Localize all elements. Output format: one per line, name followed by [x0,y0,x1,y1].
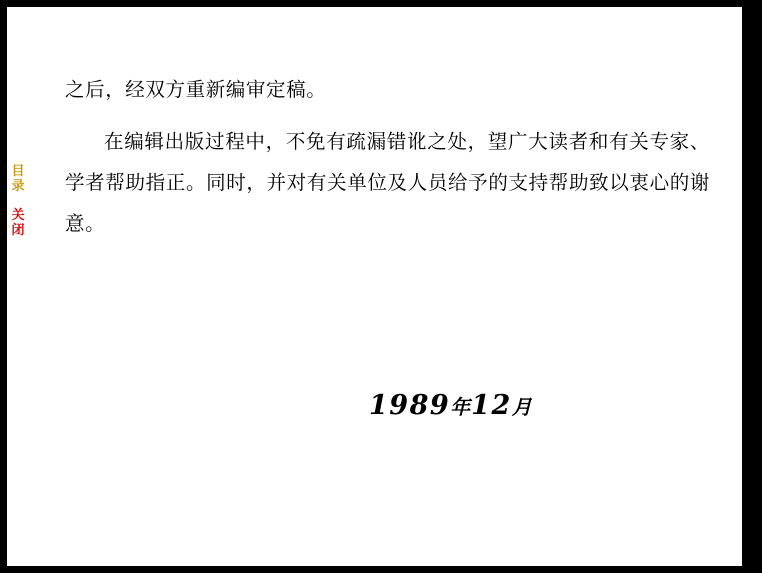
right-margin-strip [744,0,762,573]
page-sheet [7,7,742,566]
signature-date [369,390,533,421]
close-button-char-2: 闭 [11,222,25,237]
side-navigation [7,163,29,285]
close-button-char-1: 关 [11,207,25,222]
date-year: 1989 [369,390,451,421]
contents-button[interactable] [8,163,28,193]
contents-button-char-1: 目 [11,163,25,178]
contents-button-char-2: 录 [11,178,25,193]
close-button[interactable] [8,207,28,237]
date-month: 12 [471,390,512,421]
paragraph-1: 之后，经双方重新编审定稿。 [65,80,327,101]
date-year-unit: 年 [450,397,472,419]
paragraph-2: 在编辑出版过程中，不免有疏漏错讹之处，望广大读者和有关专家、学者帮助指正。同时，并对有关单位及人员给予的支持帮助致以衷心的谢意。 [65,132,710,235]
date-month-unit: 月 [511,397,533,419]
document-text-body [65,70,710,245]
